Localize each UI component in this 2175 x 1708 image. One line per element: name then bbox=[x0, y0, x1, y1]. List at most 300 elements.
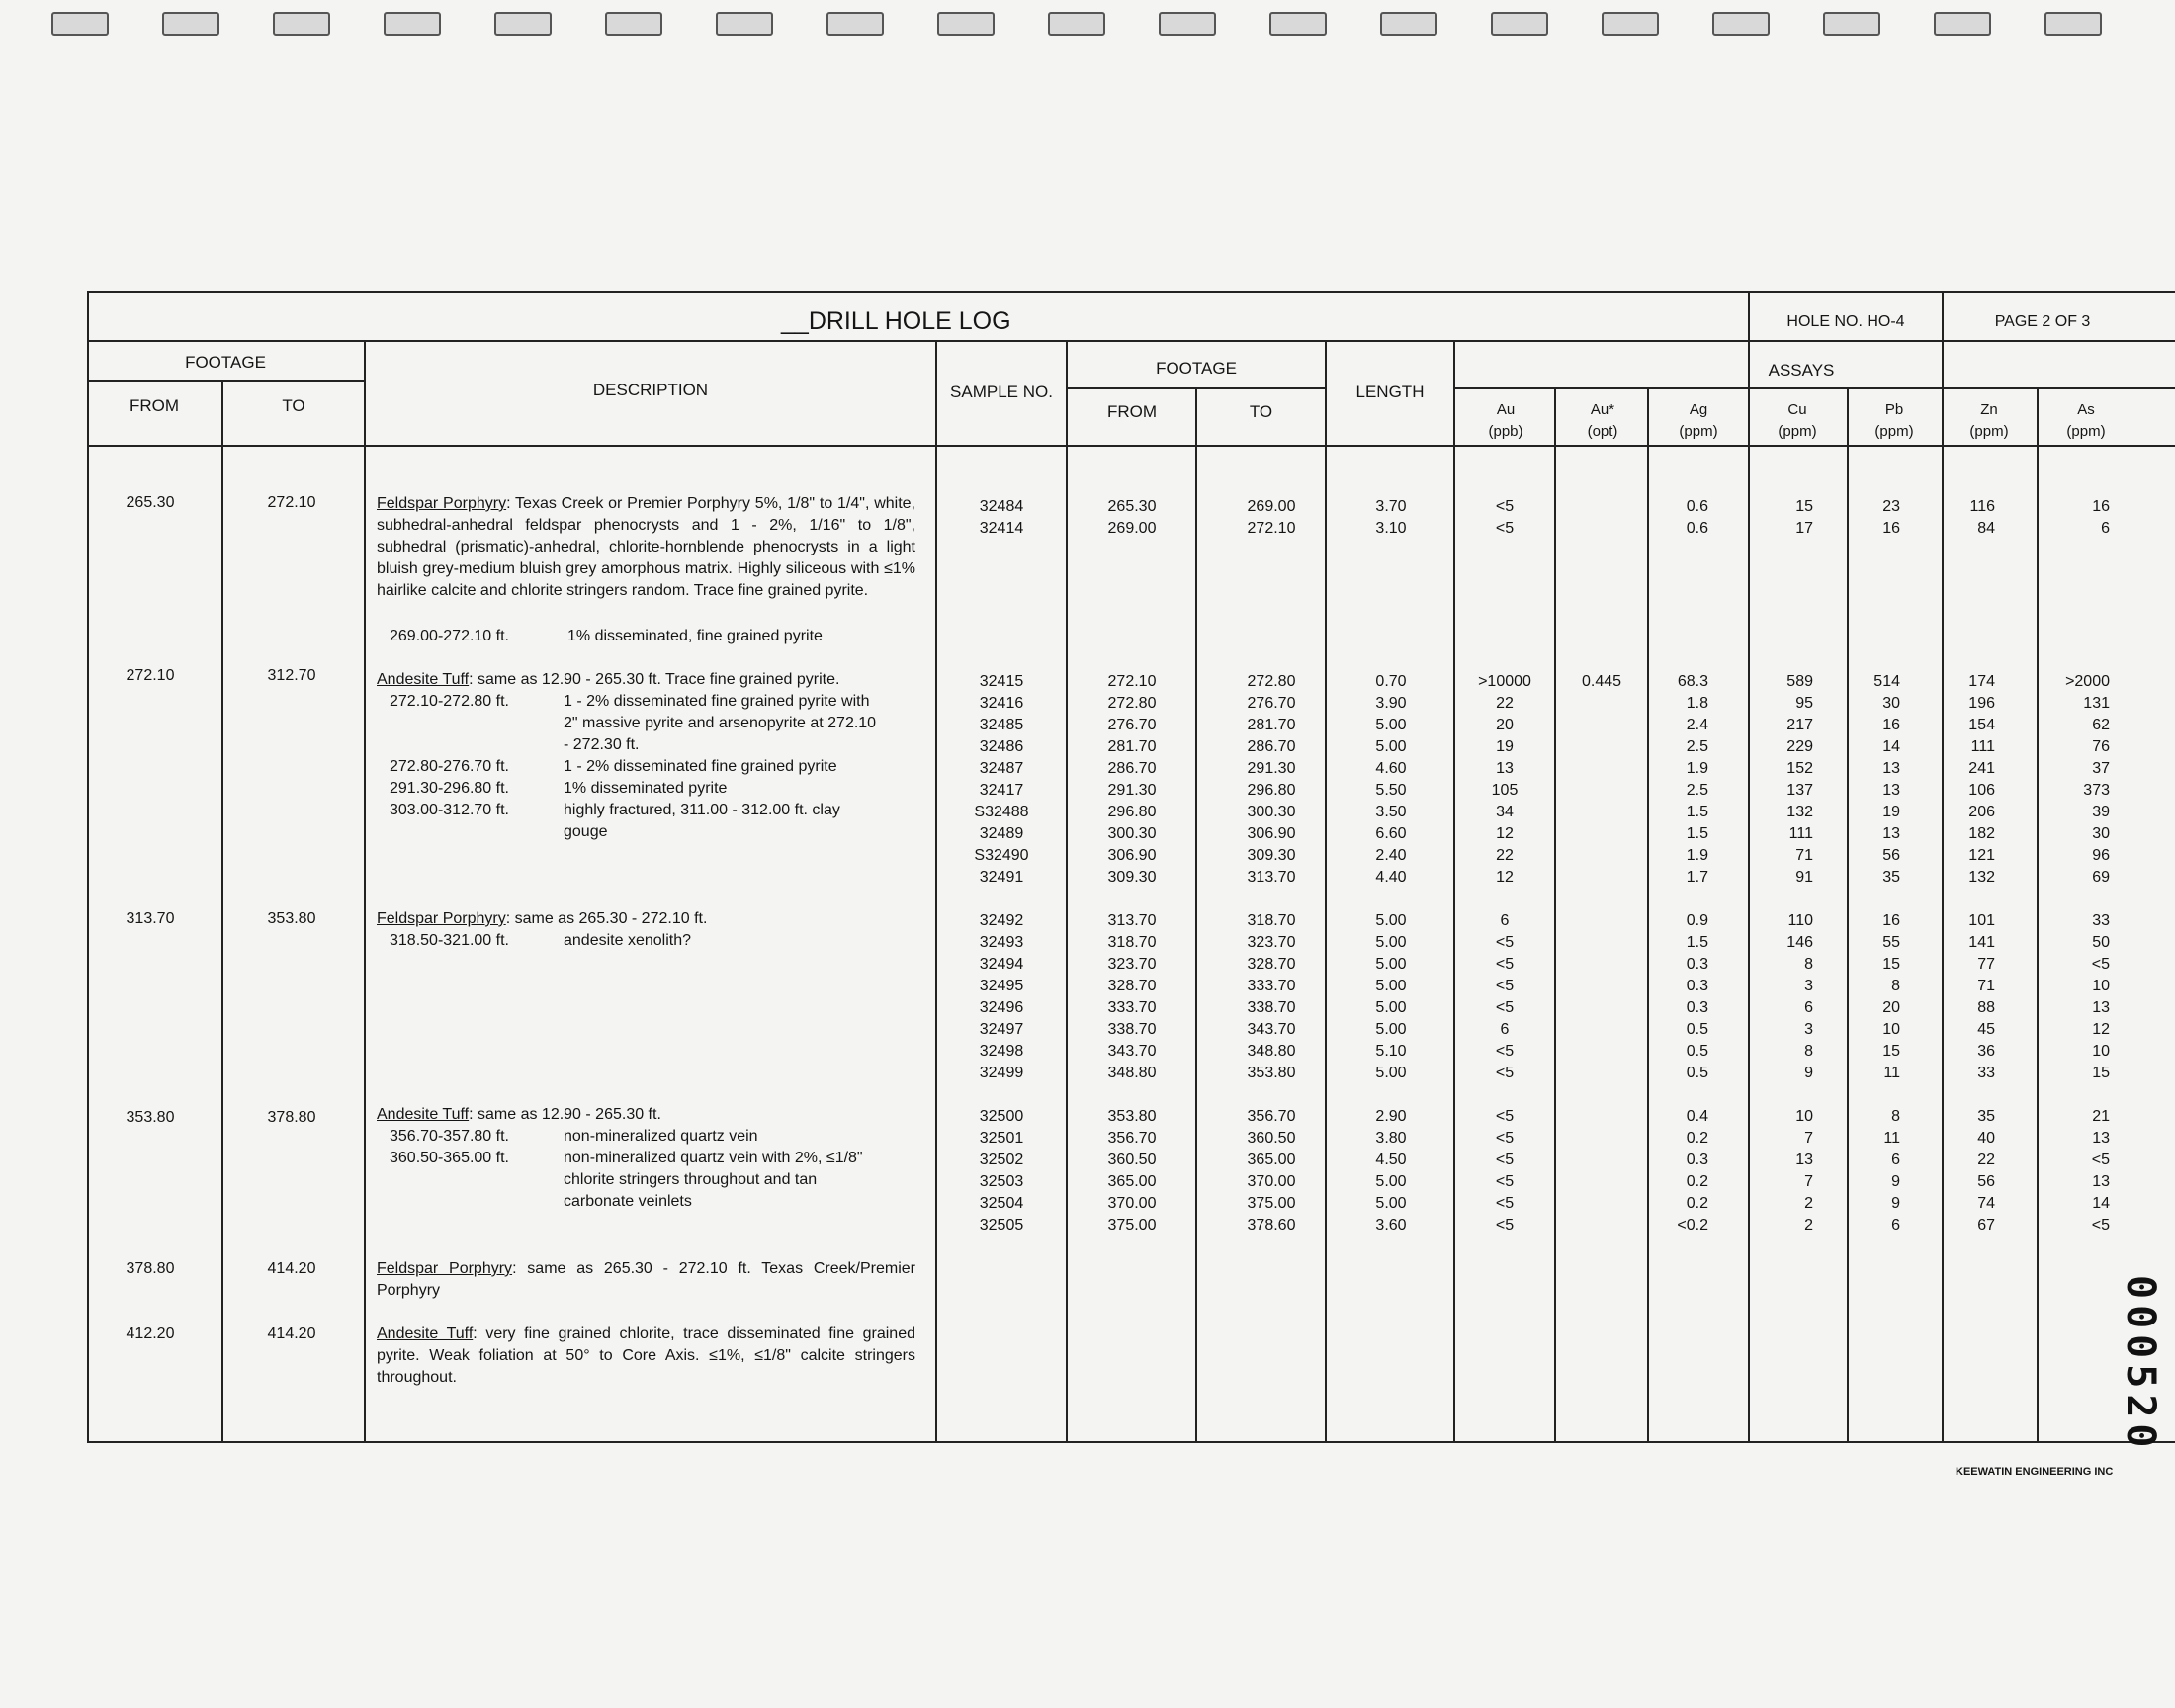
assay-as: 69 bbox=[2092, 869, 2110, 886]
sample-from: 338.70 bbox=[1107, 1021, 1157, 1038]
assay-as: 96 bbox=[2092, 847, 2110, 864]
assay-zn: 77 bbox=[1977, 956, 1995, 973]
assay-as: 76 bbox=[2092, 738, 2110, 755]
assay-au-ppb: 22 bbox=[1496, 847, 1514, 864]
assay-as: 50 bbox=[2092, 934, 2110, 951]
assay-cu: 8 bbox=[1804, 956, 1813, 973]
sample-no: 32415 bbox=[979, 673, 1024, 690]
sub-note-text: chlorite stringers throughout and tan bbox=[564, 1171, 818, 1188]
sample-to: 281.70 bbox=[1247, 717, 1296, 733]
assay-au-ppb: 12 bbox=[1496, 869, 1514, 886]
assay-zn: 174 bbox=[1968, 673, 1995, 690]
sample-length: 3.90 bbox=[1375, 695, 1407, 712]
assay-zn: 206 bbox=[1968, 804, 1995, 820]
assay-au-ppb: 19 bbox=[1496, 738, 1514, 755]
interval-from: 353.80 bbox=[126, 1109, 175, 1126]
sample-length: 4.60 bbox=[1375, 760, 1407, 777]
assay-au-ppb: <5 bbox=[1495, 1065, 1515, 1081]
sub-note-text: 2" massive pyrite and arsenopyrite at 272.10 bbox=[564, 715, 877, 731]
sample-from: 353.80 bbox=[1107, 1108, 1157, 1125]
sub-note-text: non-mineralized quartz vein bbox=[564, 1128, 758, 1145]
assay-as: 12 bbox=[2092, 1021, 2110, 1038]
sample-to-header: TO bbox=[1249, 402, 1273, 421]
assay-pb: 9 bbox=[1891, 1173, 1900, 1190]
sample-length: 3.60 bbox=[1375, 1217, 1407, 1234]
sample-length: 5.00 bbox=[1375, 999, 1407, 1016]
assay-ag: 0.5 bbox=[1686, 1021, 1708, 1038]
assay-as: 6 bbox=[2101, 520, 2110, 537]
description-text: same as 265.30 - 272.10 ft. Texas Creek/Premier Porphyry bbox=[377, 1260, 915, 1299]
sample-length: 5.00 bbox=[1375, 1065, 1407, 1081]
sample-to: 286.70 bbox=[1247, 738, 1296, 755]
au-opt-header: Au* (opt) bbox=[1587, 401, 1618, 440]
assay-au-ppb: <5 bbox=[1495, 1173, 1515, 1190]
assay-ag: 1.9 bbox=[1686, 760, 1708, 777]
assay-pb: 13 bbox=[1882, 782, 1900, 799]
assay-ag: 1.7 bbox=[1686, 869, 1708, 886]
assay-cu: 9 bbox=[1804, 1065, 1813, 1081]
sample-length: 5.00 bbox=[1375, 717, 1407, 733]
assay-as: 33 bbox=[2092, 912, 2110, 929]
assay-cu: 7 bbox=[1804, 1130, 1813, 1147]
sub-note-range: 318.50-321.00 ft. bbox=[390, 932, 509, 949]
assay-ag: 1.9 bbox=[1686, 847, 1708, 864]
assay-cu: 146 bbox=[1786, 934, 1813, 951]
assay-au-ppb: 105 bbox=[1491, 782, 1519, 799]
assay-au-ppb: <5 bbox=[1495, 1130, 1515, 1147]
sample-from: 328.70 bbox=[1107, 978, 1157, 994]
assay-ag: 0.5 bbox=[1686, 1065, 1708, 1081]
assay-pb: 8 bbox=[1891, 1108, 1900, 1125]
rock-type-colon: : bbox=[505, 910, 515, 927]
sub-note-text: - 272.30 ft. bbox=[564, 736, 640, 753]
assay-zn: 106 bbox=[1968, 782, 1995, 799]
sample-length: 4.50 bbox=[1375, 1152, 1407, 1168]
sub-note-range: 303.00-312.70 ft. bbox=[390, 802, 509, 818]
zn-header: Zn (ppm) bbox=[1969, 401, 2009, 440]
assay-ag: 0.9 bbox=[1686, 912, 1708, 929]
rock-type: Andesite Tuff bbox=[377, 1106, 470, 1123]
assay-pb: 13 bbox=[1882, 825, 1900, 842]
description-text: Texas Creek or Premier Porphyry 5%, 1/8" to 1/4", white, subhedral-anhedral feldspar phenocrysts and 1 - 2%, 1/16" to 1/8", subhedral (prismatic)-anhedral, chlorite-hornblende phenocrysts in a light bluish grey-medium bluish grey amorphous matrix. Highly siliceous with ≤1% hairlike calcite and chlorite stringers random. Trace fine grained pyrite. bbox=[377, 495, 915, 599]
assay-ag: <0.2 bbox=[1677, 1217, 1708, 1234]
assay-au-ppb: <5 bbox=[1495, 1043, 1515, 1060]
hole-number: HOLE NO. HO-4 bbox=[1786, 313, 1905, 330]
sample-length: 5.00 bbox=[1375, 1173, 1407, 1190]
sample-to: 269.00 bbox=[1247, 498, 1296, 515]
sub-note-text: gouge bbox=[564, 823, 608, 840]
sample-no: 32498 bbox=[979, 1043, 1024, 1060]
sample-length: 5.00 bbox=[1375, 912, 1407, 929]
sample-from: 313.70 bbox=[1107, 912, 1157, 929]
description-block bbox=[377, 1104, 915, 1126]
sample-to: 370.00 bbox=[1247, 1173, 1296, 1190]
sub-note-text: non-mineralized quartz vein with 2%, ≤1/8" bbox=[564, 1150, 863, 1166]
sample-no: 32487 bbox=[979, 760, 1024, 777]
assay-zn: 88 bbox=[1977, 999, 1995, 1016]
sample-to: 309.30 bbox=[1247, 847, 1296, 864]
assay-as: 15 bbox=[2092, 1065, 2110, 1081]
sample-no: 32497 bbox=[979, 1021, 1024, 1038]
assay-cu: 589 bbox=[1786, 673, 1813, 690]
assay-au-ppb: <5 bbox=[1495, 1217, 1515, 1234]
sample-to: 375.00 bbox=[1247, 1195, 1296, 1212]
sample-no: 32416 bbox=[979, 695, 1024, 712]
assay-zn: 196 bbox=[1968, 695, 1995, 712]
assay-pb: 6 bbox=[1891, 1217, 1900, 1234]
assay-au-ppb: <5 bbox=[1495, 520, 1515, 537]
rock-type: Feldspar Porphyry bbox=[377, 1260, 513, 1277]
assay-pb: 6 bbox=[1891, 1152, 1900, 1168]
sample-from-header: FROM bbox=[1106, 402, 1158, 421]
sample-length: 5.00 bbox=[1375, 1195, 1407, 1212]
assay-as: <5 bbox=[2091, 956, 2110, 973]
to-header: TO bbox=[282, 396, 305, 415]
assay-zn: 121 bbox=[1968, 847, 1995, 864]
page-stamp: 000520 bbox=[2118, 1275, 2163, 1454]
assay-pb: 35 bbox=[1882, 869, 1900, 886]
sample-from: 370.00 bbox=[1107, 1195, 1157, 1212]
assay-cu: 3 bbox=[1804, 978, 1813, 994]
sample-no: S32490 bbox=[974, 847, 1029, 864]
sample-no: S32488 bbox=[974, 804, 1029, 820]
sample-no: 32489 bbox=[979, 825, 1024, 842]
sub-note-text: 1% disseminated pyrite bbox=[564, 780, 728, 797]
assay-ag: 0.2 bbox=[1686, 1195, 1708, 1212]
sample-no: 32491 bbox=[979, 869, 1024, 886]
description-block bbox=[377, 493, 915, 602]
sub-note-text: 1% disseminated, fine grained pyrite bbox=[567, 628, 823, 644]
assay-au-ppb: <5 bbox=[1495, 1108, 1515, 1125]
sub-note-range: 272.10-272.80 ft. bbox=[390, 693, 509, 710]
sample-no: 32484 bbox=[979, 498, 1024, 515]
sample-length: 3.50 bbox=[1375, 804, 1407, 820]
assay-as: 13 bbox=[2092, 999, 2110, 1016]
assay-zn: 84 bbox=[1977, 520, 1995, 537]
assay-cu: 132 bbox=[1786, 804, 1813, 820]
sample-to: 356.70 bbox=[1247, 1108, 1296, 1125]
sample-no: 32493 bbox=[979, 934, 1024, 951]
sample-from: 296.80 bbox=[1107, 804, 1157, 820]
description-block bbox=[377, 669, 915, 691]
sample-no: 32502 bbox=[979, 1152, 1024, 1168]
assay-ag: 0.3 bbox=[1686, 999, 1708, 1016]
assay-au-ppb: <5 bbox=[1495, 934, 1515, 951]
assay-cu: 217 bbox=[1786, 717, 1813, 733]
assay-pb: 15 bbox=[1882, 1043, 1900, 1060]
assay-zn: 111 bbox=[1970, 738, 1995, 755]
assay-cu: 2 bbox=[1804, 1195, 1813, 1212]
rock-type: Andesite Tuff bbox=[377, 1325, 474, 1342]
sample-from: 333.70 bbox=[1107, 999, 1157, 1016]
interval-to: 378.80 bbox=[267, 1109, 316, 1126]
description-block bbox=[377, 1324, 915, 1389]
sample-from: 272.10 bbox=[1107, 673, 1157, 690]
sample-length: 3.80 bbox=[1375, 1130, 1407, 1147]
assay-zn: 182 bbox=[1968, 825, 1995, 842]
assay-as: <5 bbox=[2091, 1217, 2110, 1234]
sample-from: 291.30 bbox=[1107, 782, 1157, 799]
assay-zn: 71 bbox=[1977, 978, 1995, 994]
assay-zn: 74 bbox=[1977, 1195, 1995, 1212]
assay-as: >2000 bbox=[2065, 673, 2110, 690]
ag-header: Ag (ppm) bbox=[1679, 401, 1718, 440]
sample-no: 32496 bbox=[979, 999, 1024, 1016]
assay-pb: 16 bbox=[1882, 912, 1900, 929]
description-text: same as 12.90 - 265.30 ft. Trace fine grained pyrite. bbox=[478, 671, 840, 688]
sample-length: 2.90 bbox=[1375, 1108, 1407, 1125]
assay-pb: 16 bbox=[1882, 520, 1900, 537]
cu-header: Cu (ppm) bbox=[1778, 401, 1817, 440]
rock-type: Andesite Tuff bbox=[377, 671, 470, 688]
sample-from: 365.00 bbox=[1107, 1173, 1157, 1190]
assay-as: 131 bbox=[2083, 695, 2110, 712]
assay-as: 16 bbox=[2092, 498, 2110, 515]
assay-ag: 0.3 bbox=[1686, 978, 1708, 994]
sample-from: 318.70 bbox=[1107, 934, 1157, 951]
assay-as: 373 bbox=[2083, 782, 2110, 799]
sample-length: 4.40 bbox=[1375, 869, 1407, 886]
sample-length: 2.40 bbox=[1375, 847, 1407, 864]
assay-zn: 36 bbox=[1977, 1043, 1995, 1060]
sample-from: 323.70 bbox=[1107, 956, 1157, 973]
assay-au-ppb: >10000 bbox=[1478, 673, 1531, 690]
sample-to: 291.30 bbox=[1247, 760, 1296, 777]
interval-to: 353.80 bbox=[267, 910, 316, 927]
sample-length: 3.10 bbox=[1375, 520, 1407, 537]
rock-type-colon: : bbox=[473, 1325, 486, 1342]
sub-note-text: highly fractured, 311.00 - 312.00 ft. clay bbox=[564, 802, 840, 818]
sample-length: 5.00 bbox=[1375, 738, 1407, 755]
sample-no: 32414 bbox=[979, 520, 1024, 537]
footage-header: FOOTAGE bbox=[185, 353, 266, 372]
assay-pb: 19 bbox=[1882, 804, 1900, 820]
sample-no: 32486 bbox=[979, 738, 1024, 755]
assay-zn: 56 bbox=[1977, 1173, 1995, 1190]
assay-cu: 110 bbox=[1787, 912, 1813, 929]
interval-from: 265.30 bbox=[126, 494, 175, 511]
assay-as: 21 bbox=[2092, 1108, 2110, 1125]
assay-cu: 7 bbox=[1804, 1173, 1813, 1190]
assay-pb: 10 bbox=[1882, 1021, 1900, 1038]
assay-cu: 137 bbox=[1786, 782, 1813, 799]
interval-from: 313.70 bbox=[126, 910, 175, 927]
interval-to: 414.20 bbox=[267, 1260, 316, 1277]
interval-to: 272.10 bbox=[267, 494, 316, 511]
assay-pb: 11 bbox=[1883, 1130, 1900, 1147]
rock-type-colon: : bbox=[506, 495, 516, 512]
sample-no-header: SAMPLE NO. bbox=[950, 383, 1053, 401]
sample-no: 32503 bbox=[979, 1173, 1024, 1190]
sample-length: 5.00 bbox=[1375, 978, 1407, 994]
sub-note-range: 360.50-365.00 ft. bbox=[390, 1150, 509, 1166]
sample-no: 32504 bbox=[979, 1195, 1024, 1212]
sample-from: 300.30 bbox=[1107, 825, 1157, 842]
sample-length: 6.60 bbox=[1375, 825, 1407, 842]
assay-zn: 154 bbox=[1968, 717, 1995, 733]
assay-ag: 2.5 bbox=[1686, 738, 1708, 755]
sample-no: 32495 bbox=[979, 978, 1024, 994]
assay-cu: 15 bbox=[1795, 498, 1813, 515]
sample-from: 360.50 bbox=[1107, 1152, 1157, 1168]
assay-pb: 16 bbox=[1882, 717, 1900, 733]
assay-au-ppb: 20 bbox=[1496, 717, 1514, 733]
sub-note-text: 1 - 2% disseminated fine grained pyrite with bbox=[564, 693, 870, 710]
assay-ag: 68.3 bbox=[1677, 673, 1708, 690]
assay-zn: 141 bbox=[1968, 934, 1995, 951]
sample-from: 281.70 bbox=[1107, 738, 1157, 755]
assay-ag: 2.5 bbox=[1686, 782, 1708, 799]
sample-from: 272.80 bbox=[1107, 695, 1157, 712]
company-name: KEEWATIN ENGINEERING INC bbox=[1956, 1466, 2114, 1478]
assay-pb: 56 bbox=[1882, 847, 1900, 864]
assay-zn: 22 bbox=[1977, 1152, 1995, 1168]
assay-cu: 2 bbox=[1804, 1217, 1813, 1234]
assay-as: 13 bbox=[2092, 1173, 2110, 1190]
sub-note-range: 272.80-276.70 ft. bbox=[390, 758, 509, 775]
sample-to: 328.70 bbox=[1247, 956, 1296, 973]
au-ppb-header: Au (ppb) bbox=[1488, 401, 1523, 440]
assay-au-ppb: 12 bbox=[1496, 825, 1514, 842]
sample-to: 378.60 bbox=[1247, 1217, 1296, 1234]
assay-cu: 229 bbox=[1786, 738, 1813, 755]
assay-as: 10 bbox=[2092, 978, 2110, 994]
sub-note-range: 356.70-357.80 ft. bbox=[390, 1128, 509, 1145]
assay-ag: 0.5 bbox=[1686, 1043, 1708, 1060]
sample-from: 265.30 bbox=[1107, 498, 1157, 515]
assay-as: 62 bbox=[2092, 717, 2110, 733]
length-header: LENGTH bbox=[1355, 383, 1425, 401]
sample-to: 348.80 bbox=[1247, 1043, 1296, 1060]
assay-pb: 15 bbox=[1882, 956, 1900, 973]
assay-pb: 13 bbox=[1882, 760, 1900, 777]
sample-from: 306.90 bbox=[1107, 847, 1157, 864]
assay-ag: 0.3 bbox=[1686, 956, 1708, 973]
assay-as: <5 bbox=[2091, 1152, 2110, 1168]
assay-cu: 3 bbox=[1804, 1021, 1813, 1038]
assay-au-ppb: <5 bbox=[1495, 956, 1515, 973]
sample-length: 5.10 bbox=[1375, 1043, 1407, 1060]
sample-to: 365.00 bbox=[1247, 1152, 1296, 1168]
sample-from: 356.70 bbox=[1107, 1130, 1157, 1147]
assay-au-ppb: 6 bbox=[1500, 912, 1510, 929]
sample-length: 5.50 bbox=[1375, 782, 1407, 799]
interval-from: 378.80 bbox=[126, 1260, 175, 1277]
assay-cu: 111 bbox=[1788, 825, 1813, 842]
sample-to: 360.50 bbox=[1247, 1130, 1296, 1147]
sample-no: 32505 bbox=[979, 1217, 1024, 1234]
sample-to: 272.80 bbox=[1247, 673, 1296, 690]
assay-pb: 8 bbox=[1891, 978, 1900, 994]
assay-au-ppb: <5 bbox=[1495, 498, 1515, 515]
assay-pb: 14 bbox=[1882, 738, 1900, 755]
sample-no: 32492 bbox=[979, 912, 1024, 929]
description-header: DESCRIPTION bbox=[592, 381, 709, 399]
description-text: same as 265.30 - 272.10 ft. bbox=[514, 910, 708, 927]
rock-type-colon: : bbox=[469, 1106, 478, 1123]
sample-to: 313.70 bbox=[1247, 869, 1296, 886]
page-number: PAGE 2 OF 3 bbox=[1994, 313, 2091, 330]
assay-ag: 0.6 bbox=[1686, 498, 1708, 515]
sample-no: 32417 bbox=[979, 782, 1024, 799]
assay-au-ppb: <5 bbox=[1495, 1152, 1515, 1168]
assay-au-ppb: 34 bbox=[1496, 804, 1514, 820]
assay-as: 10 bbox=[2092, 1043, 2110, 1060]
assay-as: 14 bbox=[2092, 1195, 2110, 1212]
sample-no: 32499 bbox=[979, 1065, 1024, 1081]
sample-footage-header: FOOTAGE bbox=[1156, 359, 1237, 378]
sample-length: 3.70 bbox=[1375, 498, 1407, 515]
sample-to: 296.80 bbox=[1247, 782, 1296, 799]
assay-ag: 0.2 bbox=[1686, 1173, 1708, 1190]
as-header: As (ppm) bbox=[2066, 401, 2106, 440]
assay-pb: 11 bbox=[1883, 1065, 1900, 1081]
assay-as: 13 bbox=[2092, 1130, 2110, 1147]
assay-pb: 9 bbox=[1891, 1195, 1900, 1212]
assay-zn: 35 bbox=[1977, 1108, 1995, 1125]
interval-to: 414.20 bbox=[267, 1325, 316, 1342]
description-block bbox=[377, 908, 915, 930]
rock-type: Feldspar Porphyry bbox=[377, 910, 506, 927]
assay-au-ppb: <5 bbox=[1495, 978, 1515, 994]
assay-ag: 0.6 bbox=[1686, 520, 1708, 537]
sample-from: 269.00 bbox=[1107, 520, 1157, 537]
assay-ag: 0.3 bbox=[1686, 1152, 1708, 1168]
assay-pb: 30 bbox=[1882, 695, 1900, 712]
rock-type: Feldspar Porphyry bbox=[377, 495, 507, 512]
assay-pb: 55 bbox=[1882, 934, 1900, 951]
sample-to: 318.70 bbox=[1247, 912, 1296, 929]
assay-au-opt: 0.445 bbox=[1581, 673, 1622, 690]
sample-from: 309.30 bbox=[1107, 869, 1157, 886]
description-text: very fine grained chlorite, trace disseminated fine grained pyrite. Weak foliation at 50° to Core Axis. ≤1%, ≤1/8" calcite stringers throughout. bbox=[377, 1325, 916, 1386]
assay-cu: 71 bbox=[1795, 847, 1813, 864]
sample-to: 276.70 bbox=[1247, 695, 1296, 712]
sample-to: 300.30 bbox=[1247, 804, 1296, 820]
sample-from: 348.80 bbox=[1107, 1065, 1157, 1081]
from-header: FROM bbox=[129, 396, 180, 415]
assay-zn: 116 bbox=[1969, 498, 1995, 515]
assay-cu: 91 bbox=[1795, 869, 1813, 886]
interval-to: 312.70 bbox=[267, 667, 316, 684]
assay-ag: 1.5 bbox=[1686, 825, 1708, 842]
sub-note-text: 1 - 2% disseminated fine grained pyrite bbox=[564, 758, 837, 775]
sample-to: 306.90 bbox=[1247, 825, 1296, 842]
description-text: same as 12.90 - 265.30 ft. bbox=[478, 1106, 661, 1123]
assay-ag: 2.4 bbox=[1686, 717, 1708, 733]
assay-cu: 10 bbox=[1795, 1108, 1813, 1125]
assay-zn: 40 bbox=[1977, 1130, 1995, 1147]
sample-length: 0.70 bbox=[1375, 673, 1407, 690]
sub-note-range: 291.30-296.80 ft. bbox=[390, 780, 509, 797]
assay-zn: 67 bbox=[1977, 1217, 1995, 1234]
sample-to: 353.80 bbox=[1247, 1065, 1296, 1081]
description-block bbox=[377, 1258, 915, 1302]
sample-to: 343.70 bbox=[1247, 1021, 1296, 1038]
assay-cu: 95 bbox=[1795, 695, 1813, 712]
assay-ag: 0.4 bbox=[1686, 1108, 1708, 1125]
assay-ag: 1.5 bbox=[1686, 804, 1708, 820]
assay-au-ppb: <5 bbox=[1495, 999, 1515, 1016]
sample-from: 276.70 bbox=[1107, 717, 1157, 733]
assay-as: 39 bbox=[2092, 804, 2110, 820]
assay-as: 30 bbox=[2092, 825, 2110, 842]
assay-au-ppb: 6 bbox=[1500, 1021, 1510, 1038]
sample-to: 333.70 bbox=[1247, 978, 1296, 994]
sample-no: 32494 bbox=[979, 956, 1024, 973]
assay-zn: 241 bbox=[1968, 760, 1995, 777]
sample-length: 5.00 bbox=[1375, 956, 1407, 973]
